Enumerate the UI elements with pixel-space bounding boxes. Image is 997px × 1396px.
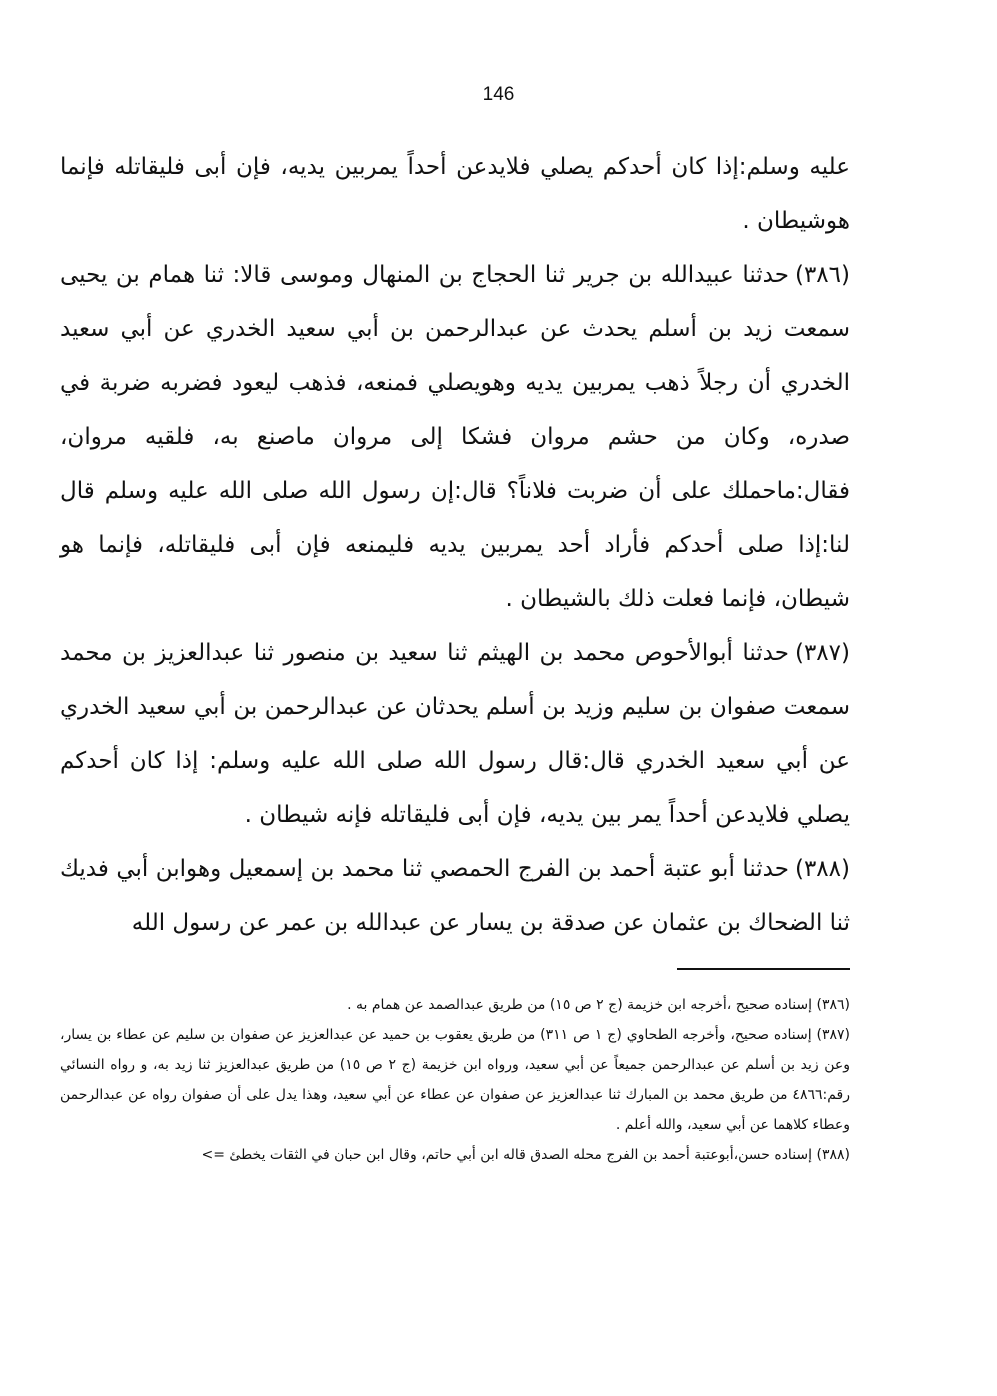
footnote-number: (٣٨٦) <box>816 997 850 1013</box>
hadith-paragraph <box>60 842 850 950</box>
footnote <box>60 990 850 1020</box>
hadith-text: حدثنا عبيدالله بن جرير ثنا الحجاج بن المنهال وموسى قالا: ثنا همام بن يحيى سمعت زيد بن أسلم يحدث عن عبدالرحمن بن أبي سعيد الخدري عن أبي سعيد الخدري أن رجلاً ذهب يمربين يديه وهويصلي فمنعه، فذهب ليعود فضربه ضربة في صدره، وكان من حشم مروان فشكا إلى مروان ماصنع به، فلقيه مروان، فقال:ماحملك على أن ضربت فلاناً؟ قال:إن رسول الله صلى الله عليه وسلم قال لنا:إذا صلى أحدكم فأراد أحد يمربين يديه فليمنعه فإن أبى فليقاتله، فإنما هو شيطان، فإنما فعلت ذلك بالشيطان . <box>60 262 850 612</box>
hadith-text: حدثنا أبوالأحوص محمد بن الهيثم ثنا سعيد بن منصور ثنا عبدالعزيز بن محمد سمعت صفوان بن سليم وزيد بن أسلم يحدثان عن عبدالرحمن بن أبي سعيد الخدري عن أبي سعيد الخدري قال:قال رسول الله صلى الله عليه وسلم: إذا كان أحدكم يصلي فلايدعن أحداً يمر بين يديه، فإن أبى فليقاتله فإنه شيطان . <box>60 640 850 828</box>
footnote <box>60 1020 850 1140</box>
hadith-number: (٣٨٨) <box>794 856 850 882</box>
page-number: 146 <box>482 84 515 105</box>
hadith-number: (٣٨٧) <box>794 640 850 666</box>
main-text <box>60 140 850 950</box>
hadith-paragraph <box>60 626 850 842</box>
hadith-number: (٣٨٦) <box>794 262 850 288</box>
footnote <box>60 1140 850 1170</box>
footnote-text: إسناده حسن،أبوعتبة أحمد بن الفرج محله الصدق قاله ابن أبي حاتم، وقال ابن حبان في الثقات يخطئ => <box>201 1147 813 1163</box>
hadith-text: حدثنا أبو عتبة أحمد بن الفرج الحمصي ثنا محمد بن إسمعيل وهوابن أبي فديك ثنا الضحاك بن عثمان عن صدقة بن يسار عن عبدالله بن عمر عن رسول الله <box>60 856 850 936</box>
footnote-text: إسناده صحيح ،أخرجه ابن خزيمة (ج ٢ ص ١٥) من طريق عبدالصمد عن همام به . <box>347 997 813 1013</box>
footnote-text: إسناده صحيح، وأخرجه الطحاوي (ج ١ ص ٣١١) من طريق يعقوب بن حميد عن عبدالعزيز عن صفوان بن سليم عن عطاء بن يسار، وعن زيد بن أسلم عن عبدالرحمن جميعاً عن أبي سعيد، ورواه ابن خزيمة (ج ٢ ص ١٥) من طريق عبدالعزيز ثنا زيد به، و رواه النسائي رقم:٤٨٦٦ من طريق محمد بن المبارك ثنا عبدالعزيز عن صفوان عن عطاء عن أبي سعيد، وهذا يدل على أن صفوان رواه عن عبدالرحمن وعطاء كلاهما عن أبي سعيد، والله أعلم . <box>60 1027 851 1133</box>
footnote-number: (٣٨٨) <box>816 1147 850 1163</box>
footnote-divider <box>677 968 850 970</box>
footnote-number: (٣٨٧) <box>816 1027 850 1043</box>
hadith-paragraph <box>60 248 850 626</box>
continuation-paragraph: عليه وسلم:إذا كان أحدكم يصلي فلايدعن أحداً يمربين يديه، فإن أبى فليقاتله فإنما هوشيطان . <box>60 154 850 234</box>
footnotes <box>60 990 850 1170</box>
